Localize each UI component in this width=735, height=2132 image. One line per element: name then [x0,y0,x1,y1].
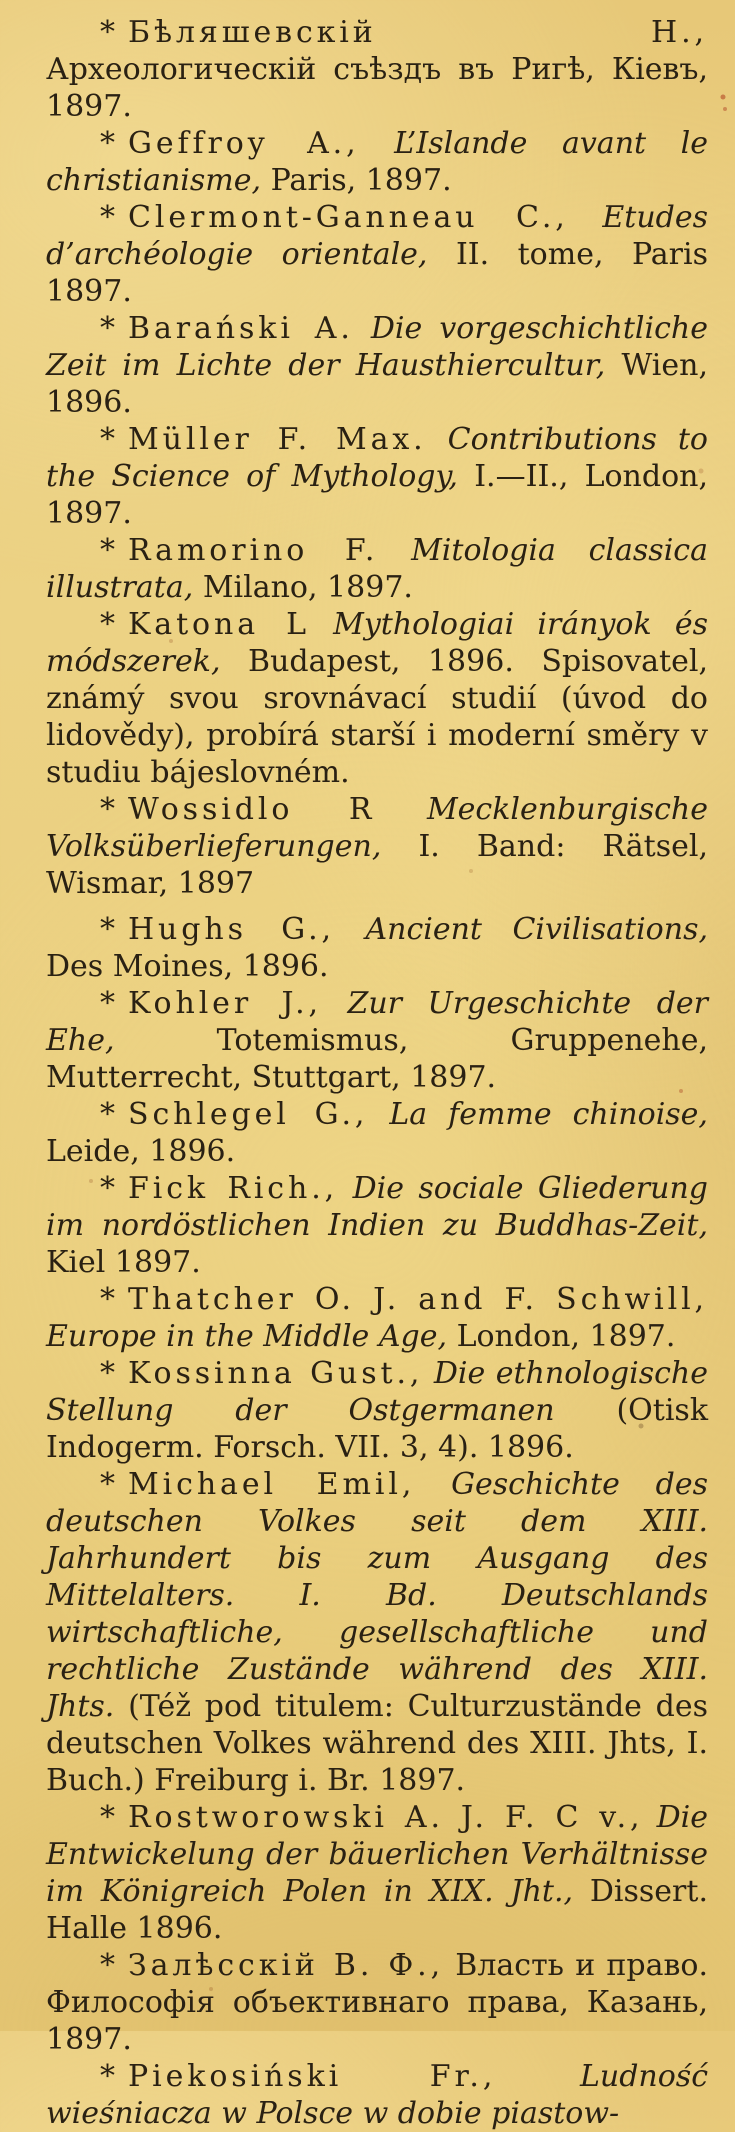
bibliography-entry [46,421,708,532]
entry-imprint-segment: Budapest, 1896. Spisovatel, známý svou srovnávací studií (úvod do lidovědy), probírá starší i moderní směry v studiu bájeslovném. [46,644,708,790]
bibliography-entry [46,791,708,902]
entry-title-segment: Mecklenburgische Volksüberlieferungen, [46,792,708,864]
entry-asterisk-marker: * [100,1171,115,1206]
entry-title-segment: Ludność wieśniacza w Polsce w dobie piastow- [46,2059,708,2131]
entry-imprint-segment: Leide, 1896. [46,1134,236,1169]
entry-imprint-segment: Власть и право. Философія объективнаго права, Казань, 1897. [46,1948,708,2057]
page-text-block [46,14,708,2132]
entry-imprint-segment: London, 1897. [456,1319,676,1354]
entry-asterisk-marker: * [100,986,115,1021]
entry-imprint-segment: I. Band: Rätsel, Wismar, 1897 [46,829,708,901]
entry-author-name-segment: Hughs G., [128,912,335,947]
entry-title-segment: Geschichte des deutschen Volkes seit dem XIII. Jahrhundert bis zum Ausgang des Mittelalters. I. Bd. Deutschlands wirtschaftliche, gesellschaftliche und rechtliche Zustände während des XIII. Jhts. [46,1467,708,1724]
entry-title-segment: Etudes d’archéologie orientale, [46,200,708,272]
bibliography-entry [46,125,708,199]
entry-author-name-segment: Michael Emil, [128,1467,416,1502]
entry-imprint-segment: II. tome, Paris 1897. [46,237,708,309]
entry-title-segment: Mythologiai irányok és módszerek, [46,607,709,679]
entry-imprint-segment: Milano, 1897. [202,570,413,605]
bibliography-entry [46,985,708,1096]
entry-asterisk-marker: * [100,126,115,161]
entry-imprint-segment: I.—II., London, 1897. [46,459,709,531]
entry-asterisk-marker: * [100,912,115,947]
entry-title-segment: La femme chinoise, [389,1097,708,1132]
bibliography-entry [46,606,708,791]
entry-imprint-segment: Des Moines, 1896. [46,949,329,984]
entry-author-name-segment: Katona L [128,607,310,642]
entry-imprint-segment: Paris, 1897. [270,163,452,198]
entry-imprint-segment: Totemismus, Gruppenehe, Mutterrecht, Stuttgart, 1897. [46,1023,708,1095]
entry-author-name-segment: Clermont-Ganneau C., [128,200,569,235]
entry-title-segment: Die vorgeschichtliche Zeit im Lichte der Hausthiercultur, [46,311,708,383]
entry-author-name-segment: Ramorino F. [128,533,379,568]
entry-title-segment: Europe in the Middle Age, [46,1319,448,1354]
bibliography-entry [46,532,708,606]
entry-title-segment: Die Entwickelung der bäuerlichen Verhältnisse im Königreich Polen in XIX. Jht., [46,1800,708,1909]
entry-asterisk-marker: * [100,533,115,568]
entry-author-name-segment: Thatcher O. J. and F. Schwill, [128,1282,708,1317]
entry-title-segment: L’Islande avant le christianisme, [46,126,708,198]
paper-specks [0,0,2,2]
entry-asterisk-marker: * [100,792,115,827]
bibliography-entry [46,1281,708,1355]
entry-asterisk-marker: * [100,2059,115,2094]
entry-asterisk-marker: * [100,1097,115,1132]
entry-asterisk-marker: * [100,607,115,642]
bibliography-entry [46,310,708,421]
entry-author-name-segment: Залѣсскій В. Ф., [128,1948,445,1983]
entry-asterisk-marker: * [100,1467,115,1502]
entry-imprint-segment: Археологическій съѣздъ въ Ригѣ, Кіевъ, 1897. [46,52,708,124]
entry-imprint-segment: Kiel 1897. [46,1245,201,1280]
entry-title-segment: Contributions to the Science of Mythology, [46,422,708,494]
entry-title-segment: Mitologia classica illustrata, [46,533,708,605]
entry-author-name-segment: Barański A. [128,311,354,346]
entry-asterisk-marker: * [100,1800,115,1835]
bibliography-entry [46,14,708,125]
entry-author-name-segment: Бѣляшевскій Н., [128,15,708,50]
entry-imprint-segment: Wien, 1896. [46,348,708,420]
entry-author-name-segment: Müller F. Max. [128,422,427,457]
entry-imprint-segment: (Též pod titulem: Culturzustände des deutschen Volkes während des XIII. Jhts, I. Buch.) Freiburg i. Br. 1897. [46,1689,708,1798]
entry-asterisk-marker: * [100,311,115,346]
entry-author-name-segment: Rostworowski A. J. F. C v., [128,1800,644,1835]
entry-asterisk-marker: * [100,1356,115,1391]
bibliography-entry [46,1466,708,1799]
entry-author-name-segment: Schlegel G., [128,1097,369,1132]
entry-imprint-segment: (Otisk Indogerm. Forsch. VII. 3, 4). 1896. [46,1393,708,1465]
bibliography-entry [46,1096,708,1170]
bibliography-entry [46,911,708,985]
bibliography-entry [46,199,708,310]
entry-title-segment: Die ethnologische Stellung der Ostgermanen [46,1356,708,1428]
bibliography-entry [46,2058,708,2132]
bibliography-entry [46,1355,708,1466]
entry-imprint-segment: Dissert. Halle 1896. [46,1874,708,1946]
entry-asterisk-marker: * [100,1948,115,1983]
entry-title-segment: Ancient Civilisations, [365,912,708,947]
entry-title-segment: Zur Urgeschichte der Ehe, [46,986,708,1058]
bibliography-entry [46,1170,708,1281]
entry-asterisk-marker: * [100,1282,115,1317]
bibliography-entry [46,1947,708,2058]
entry-author-name-segment: Kohler J., [128,986,322,1021]
entry-author-name-segment: Fick Rich., [128,1171,339,1206]
entry-asterisk-marker: * [100,422,115,457]
entry-asterisk-marker: * [100,15,115,50]
entry-asterisk-marker: * [100,200,115,235]
bibliography-list [46,14,708,2132]
entry-author-name-segment: Kossinna Gust., [128,1356,424,1391]
bibliography-entry [46,1799,708,1947]
entry-author-name-segment: Piekosiński Fr., [128,2059,497,2094]
entry-title-segment: Die sociale Gliederung im nordöstlichen Indien zu Buddhas-Zeit, [46,1171,708,1243]
entry-author-name-segment: Wossidlo R [128,792,376,827]
entry-author-name-segment: Geffroy A., [128,126,360,161]
